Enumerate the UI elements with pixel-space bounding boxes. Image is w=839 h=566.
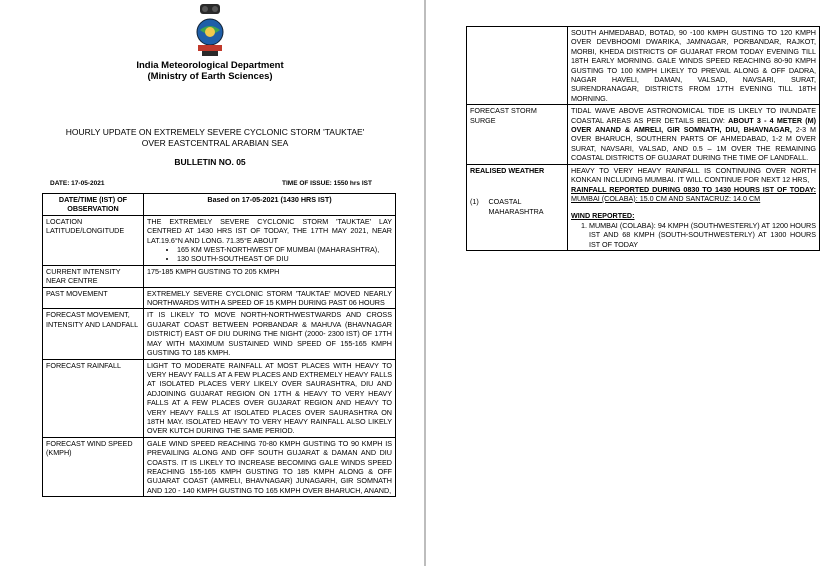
row-value: IT IS LIKELY TO MOVE NORTH-NORTHWESTWARDS AND CROSS GUJARAT COAST BETWEEN PORBANDAR & MAHUVA (BHAVNAGAR DISTRICT) EAST OF DIU DURING THE NIGHT (2000- 2300 IST) OF 17TH MAY WITH MAXIMUM SUSTAINED WIND SPEED OF 155-165 KMPH GUSTING TO 185 KMPH. <box>144 309 396 359</box>
storm-surge-value <box>568 105 820 164</box>
location-point: • 165 KM WEST-NORTHWEST OF MUMBAI (MAHARASHTRA), <box>177 245 392 254</box>
surge-bold-text: ABOUT 3 - 4 METER (M) OVER ANAND & AMRELI, GIR SOMNATH, DIU, BHAVNAGAR, <box>571 115 816 135</box>
row-label: REALISED WEATHER <box>470 165 545 175</box>
table-row <box>43 359 396 437</box>
surge-intro: TIDAL WAVE ABOVE ASTRONOMICAL TIDE IS LIKELY TO INUNDATE COASTAL AREAS AS PER DETAILS BELOW: <box>571 106 816 125</box>
sub-number: (1) <box>470 197 479 207</box>
row-label: LOCATION LATITUDE/LONGITUDE <box>43 215 144 265</box>
table-row <box>467 105 820 164</box>
row-label-empty <box>467 27 568 105</box>
bulletin-number: BULLETIN NO. 05 <box>174 157 246 167</box>
table-row <box>467 27 820 105</box>
row-value: GALE WIND SPEED REACHING 70-80 KMPH GUSTING TO 90 KMPH IS PREVAILING ALONG AND OFF SOUTH GUJARAT & DAMAN AND DIU COASTS. IT IS LIKELY TO INCREASE BECOMING GALE WINDS SPEED REACHING 155-165 KMPH GUSTING TO 185 KMPH ALONG & OFF GUJARAT COAST (AMRELI, BHAVNAGAR) JUNAGARH, GIR SOMNATH AND 120 - 140 KMPH GUSTING TO 165 KMPH OVER BHARUCH, ANAND, <box>144 437 396 496</box>
location-text: THE EXTREMELY SEVERE CYCLONIC STORM 'TAUKTAE' LAY CENTRED AT 1430 HRS IST OF TODAY, THE 17TH MAY 2021, NEAR LAT.19.6°N AND LONG. 71.35°E ABOUT <box>147 216 392 245</box>
row-value: 175-185 KMPH GUSTING TO 205 KMPH <box>144 265 396 287</box>
bulletin-table-continued <box>466 26 820 251</box>
bulletin-page-2 <box>430 0 839 566</box>
table-row <box>43 437 396 496</box>
surge-detail: 2-3 M OVER BHARUCH, SOUTHERN PARTS OF AHMEDABAD, 1-2 M OVER SURAT, NAVSARI, VALSAD, AND 0.5 – 1M OVER THE REMAINING COASTAL DISTRICTS OF GUJARAT DURING THE TIME OF LANDFALL. <box>571 125 817 163</box>
page-divider <box>424 0 426 566</box>
bulletin-title-line2: OVER EASTCENTRAL ARABIAN SEA <box>141 138 289 148</box>
realised-weather-label-cell <box>467 164 568 250</box>
time-of-issue: TIME OF ISSUE: 1550 hrs IST <box>282 180 372 187</box>
issue-date: DATE: 17-05-2021 <box>50 180 105 187</box>
header-based-on: Based on 17-05-2021 (1430 HRS IST) <box>144 194 396 216</box>
rainfall-values: MUMBAI (COLABA): 15.0 CM AND SANTACRUZ: 14.0 CM <box>571 193 761 203</box>
header-observation-time: DATE/TIME (IST) OF OBSERVATION <box>43 194 144 216</box>
row-value: LIGHT TO MODERATE RAINFALL AT MOST PLACES WITH HEAVY TO VERY HEAVY FALLS AT A FEW PLACES AND EXTREMELY HEAVY FALLS AT ISOLATED PLACES VERY LIKELY OVER SAURASHTRA, DIU AND ADJOINING GUJARAT REGION ON 17TH & HEAVY TO VERY HEAVY FALLS AT A FEW PLACES OVER GUJARAT REGION AND HEAVY TO VERY HEAVY FALLS AT ISOLATED PLACES OVER SAURASHTRA ON 18TH MAY. ISOLATED HEAVY TO VERY HEAVY RAINFALL ALSO LIKELY OVER KUTCH DURING THE SAME PERIOD. <box>144 359 396 437</box>
realised-weather-value <box>568 164 820 250</box>
wind-reported-heading: WIND REPORTED: <box>571 211 635 221</box>
list-item: 1. MUMBAI (COLABA): 94 KMPH (SOUTHWESTERLY) AT 1200 HOURS IST AND 68 KMPH (SOUTH-SOUTHWESTERLY) AT 1300 HOURS IST OF TODAY <box>589 221 816 249</box>
org-name: India Meteorological Department <box>136 60 284 71</box>
wind-continued-value: SOUTH AHMEDABAD, BOTAD, 90 -100 KMPH GUSTING TO 120 KMPH OVER DEVBHOOMI DWARIKA, JAMNAGAR, PORBANDAR, RAJKOT, MORBI, KHEDA DISTRICTS OF GUJARAT FROM TODAY EVENING TILL 18TH EARLY MORNING. GALE WINDS SPEED REACHING 80-90 KMPH GUSTING TO 100 KMPH LIKELY TO PREVAIL ALONG & OFF DADRA, NAGAR HAVELI, DAMAN, VALSAD, NAVSARI, SURAT, SURENDRANAGAR, DISTRICTS FROM 17TH EVENING TILL 18TH MORNING. <box>568 27 820 105</box>
sub-label: COASTAL MAHARASHTRA <box>488 197 544 216</box>
row-label: FORECAST WIND SPEED (KMPH) <box>43 437 144 496</box>
ministry-name: (Ministry of Earth Sciences) <box>147 71 273 82</box>
row-location-value <box>144 215 396 265</box>
table-row <box>43 215 396 265</box>
wind-reported-list <box>571 221 816 249</box>
rainfall-reported-label: RAINFALL REPORTED DURING 0830 TO 1430 HOURS IST OF TODAY: <box>571 184 816 194</box>
bulletin-title-line1: HOURLY UPDATE ON EXTREMELY SEVERE CYCLONIC STORM 'TAUKTAE' <box>65 127 365 137</box>
row-label: FORECAST STORM SURGE <box>467 105 568 164</box>
row-label: FORECAST RAINFALL <box>43 359 144 437</box>
row-label: FORECAST MOVEMENT, INTENSITY AND LANDFALL <box>43 309 144 359</box>
table-row <box>43 265 396 287</box>
rainfall-reported-heading <box>571 185 816 204</box>
row-value: EXTREMELY SEVERE CYCLONIC STORM 'TAUKTAE' MOVED NEARLY NORTHWARDS WITH A SPEED OF 15 KMPH DURING PAST 06 HOURS <box>144 287 396 309</box>
table-row <box>467 164 820 250</box>
realised-text: HEAVY TO VERY HEAVY RAINFALL IS CONTINUING OVER NORTH KONKAN INCLUDING MUMBAI. IT WILL CONTINUE FOR NEXT 12 HRS, <box>571 165 816 185</box>
table-row <box>43 309 396 359</box>
imd-emblem-logo <box>190 2 230 58</box>
location-point: • 130 SOUTH-SOUTHEAST OF DIU <box>177 254 392 263</box>
row-label: PAST MOVEMENT <box>43 287 144 309</box>
table-row <box>43 287 396 309</box>
bulletin-table <box>42 193 396 497</box>
row-label: CURRENT INTENSITY NEAR CENTRE <box>43 265 144 287</box>
